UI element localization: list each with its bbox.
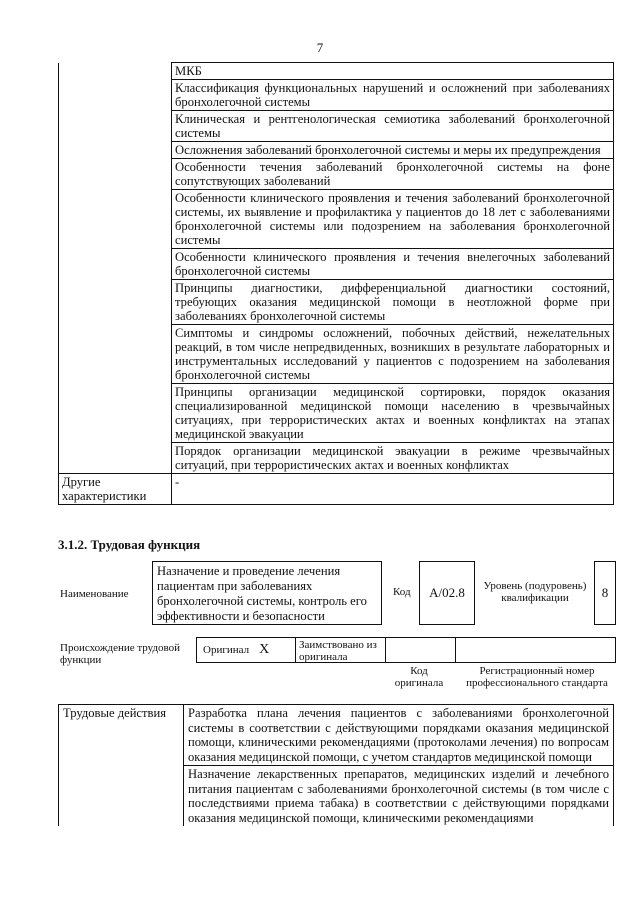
qualification-level-label: Уровень (подуровень) квалификации [483,580,587,604]
function-code-box: A/02.8 [419,561,475,625]
code-original-caption: Код оригинала [394,665,444,689]
labor-action-item: Разработка плана лечения пациентов с заболеваниями бронхолегочной системы в соответствии с действующими порядками оказания медицинской помощи, клиническими рекомендациями (протоколами лечения) по вопросам оказания медицинской помощи, с учетом стандартов медицинской помощи [184,705,614,766]
qualification-level-box: 8 [594,561,616,625]
labor-actions-label: Трудовые действия [59,705,184,766]
knowledge-item: Порядок организации медицинской эвакуации в режиме чрезвычайных ситуаций, при террористических актах и военных конфликтах [172,443,614,474]
reg-number-caption: Регистрационный номер профессионального стандарта [466,665,608,689]
function-name-label: Наименование [60,588,129,600]
labor-action-item: Назначение лекарственных препаратов, медицинских изделий и лечебного питания пациентам с заболеваниями бронхолегочной системы (в том числе с последствиями приема табака) в соответствии с действующими порядками оказания медицинской помощи, клиническими рекомендациями [184,766,614,827]
knowledge-item: Принципы организации медицинской сортировки, порядок оказания специализированной медицинской помощи населению в чрезвычайных ситуациях, при террористических актах и военных конфликтах на этапах медицинской эвакуации [172,384,614,443]
function-code-label: Код [393,586,411,598]
knowledge-item: Осложнения заболеваний бронхолегочной системы и меры их предупреждения [172,142,614,159]
original-label: Оригинал [203,644,250,656]
knowledge-item: МКБ [172,63,614,80]
page-number: 7 [316,40,324,55]
knowledge-item: Классификация функциональных нарушений и осложнений при заболеваниях бронхолегочной системы [172,80,614,111]
knowledge-item: Принципы диагностики, дифференциальной диагностики состояний, требующих оказания медицинской помощи в неотложной форме при заболеваниях бронхолегочной системы [172,280,614,325]
knowledge-item: Особенности течения заболеваний бронхолегочной системы на фоне сопутствующих заболеваний [172,159,614,190]
reg-number-cell [456,637,616,663]
borrowed-cell: Заимствовано из оригинала [296,637,386,663]
original-cell [196,637,296,663]
other-characteristics-label: Другие характеристики [59,474,172,505]
knowledge-table [58,62,614,505]
origin-label: Происхождение трудовой функции [60,642,181,666]
other-characteristics-value: - [172,474,614,505]
section-title: 3.1.2. Трудовая функция [58,537,201,552]
labor-actions-label-cont [59,766,184,827]
knowledge-item: Клиническая и рентгенологическая семиотика заболеваний бронхолегочной системы [172,111,614,142]
code-original-cell [386,637,456,663]
original-mark: X [259,642,270,657]
knowledge-label-cell [59,63,172,474]
knowledge-item: Симптомы и синдромы осложнений, побочных действий, нежелательных реакций, в том числе непредвиденных, возникших в результате лабораторных и инструментальных исследований у пациентов с подозрением на заболевания бронхолегочной системы [172,325,614,384]
function-name-box: Назначение и проведение лечения пациентам при заболеваниях бронхолегочной системы, контроль его эффективности и безопасности [152,561,382,625]
knowledge-item: Особенности клинического проявления и течения заболеваний бронхолегочной системы, их выявление и профилактика у пациентов до 18 лет с заболеваниями бронхолегочной системы или подозрением на заболевания бронхолегочной системы [172,190,614,249]
labor-actions-table [58,704,614,826]
origin-row [196,637,616,663]
knowledge-item: Особенности клинического проявления и течения внелегочных заболеваний бронхолегочной системы [172,249,614,280]
